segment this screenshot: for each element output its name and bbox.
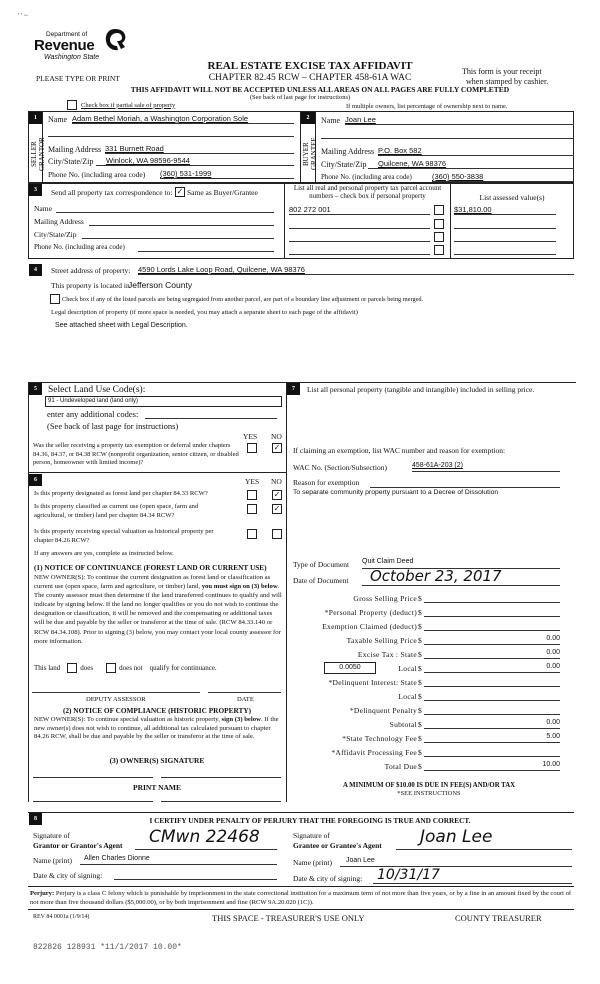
amount-row xyxy=(290,662,562,676)
amount-label: Local xyxy=(398,692,417,701)
corr-phone-label: Phone No. (including area code) xyxy=(34,243,125,251)
owner-signature-line-2[interactable] xyxy=(161,777,281,778)
personal-property-checkbox[interactable] xyxy=(434,219,444,229)
receipt-note-1: This form is your receipt xyxy=(462,67,542,76)
currency-symbol: $ xyxy=(418,720,422,729)
amount-label: Taxable Selling Price xyxy=(346,636,417,645)
grantee-signature-field[interactable]: Joan Lee xyxy=(396,826,572,850)
land-use-see-back: (See back of last page for instructions) xyxy=(47,421,179,431)
logo-line3: Washington State xyxy=(44,54,100,61)
grantee-name-label: Name (print) xyxy=(293,858,332,867)
qualify-label: qualify for continuance. xyxy=(149,664,217,672)
amount-label: Gross Selling Price xyxy=(353,594,417,603)
treasurer-stamp: 822826 128931 *11/1/2017 10.00* xyxy=(33,943,182,952)
subtotal-field[interactable]: 0.00 xyxy=(424,719,560,729)
corr-city-label: City/State/Zip xyxy=(34,230,77,239)
currency-symbol: $ xyxy=(418,608,422,617)
personal-property-checkbox[interactable] xyxy=(434,205,444,215)
partial-sale-checkbox[interactable] xyxy=(67,100,77,110)
assessed-value-field[interactable] xyxy=(454,219,556,229)
personal-property-checkbox[interactable] xyxy=(434,232,444,242)
additional-codes-label: enter any additional codes: xyxy=(47,409,139,419)
buyer-name-label: Name xyxy=(321,116,341,125)
local-rate-field[interactable]: 0.0050 xyxy=(324,662,376,674)
doc-date-label: Date of Document xyxy=(293,576,349,585)
if-yes-instructions: If any answers are yes, complete as instructed below. xyxy=(34,550,174,557)
scan-marks: ' ' ~ xyxy=(18,12,28,20)
this-land-label: This land xyxy=(34,664,61,672)
total-due-field[interactable]: 10.00 xyxy=(424,761,560,771)
divider xyxy=(284,183,285,259)
deputy-assessor-date-line[interactable] xyxy=(208,692,281,693)
print-name-line-2[interactable] xyxy=(161,801,281,802)
amount-row xyxy=(290,690,562,704)
send-correspondence-label: Send all property tax correspondence to: xyxy=(51,188,173,197)
amount-label: Exemption Claimed (deduct) xyxy=(322,622,417,631)
section-7-number: 7 xyxy=(287,383,300,395)
corr-name-field[interactable] xyxy=(56,212,274,213)
does-qualify-checkbox[interactable] xyxy=(67,663,77,673)
amount-row xyxy=(290,634,562,648)
no-header: NO xyxy=(271,432,282,441)
divider xyxy=(286,382,287,802)
receipt-note-2: when stamped by cashier. xyxy=(466,77,549,86)
owner-signature-line-1[interactable] xyxy=(33,777,153,778)
amount-row xyxy=(290,620,562,634)
exemption-claimed-field[interactable] xyxy=(424,621,560,631)
section-2-number: 2 xyxy=(301,112,315,124)
grantor-sig-label-1: Signature of xyxy=(33,831,70,840)
personal-property-label: List all personal property (tangible and intangible) included in selling price. xyxy=(307,385,535,394)
delinquent-penalty-field[interactable] xyxy=(424,705,560,715)
parcel-header: List all real and personal property tax parcel account numbers – check box if personal property xyxy=(293,184,442,200)
dor-swirl-logo-icon xyxy=(104,28,126,52)
divider xyxy=(28,812,574,813)
personal-property-deduct-field[interactable] xyxy=(424,607,560,617)
buyer-name-field[interactable]: Joan Lee xyxy=(345,115,574,125)
grantee-sig-label-1: Signature of xyxy=(293,831,330,840)
page-title: REAL ESTATE EXCISE TAX AFFIDAVIT xyxy=(207,60,413,72)
form-id: REV 84 0001a (1/9/14) xyxy=(33,914,90,920)
currency-symbol: $ xyxy=(418,706,422,715)
see-instructions-note: *SEE INSTRUCTIONS xyxy=(397,790,461,797)
grantor-name-field[interactable]: Allen Charles Dionne xyxy=(80,855,277,865)
currency-symbol: $ xyxy=(418,692,422,701)
amount-row xyxy=(290,606,562,620)
divider xyxy=(28,382,29,802)
divider xyxy=(450,183,451,259)
assessed-value-field[interactable]: $31,810.00 xyxy=(454,205,556,215)
seller-name-field[interactable]: Adam Bethel Moriah, a Washington Corporation Sole xyxy=(72,114,294,124)
parcel-number-field[interactable]: 802 272 001 xyxy=(289,205,430,215)
chapter-subtitle: CHAPTER 82.45 RCW – CHAPTER 458-61A WAC xyxy=(208,73,412,83)
grantor-date-label: Date & city of signing: xyxy=(33,871,103,880)
delinquent-interest-local-field[interactable] xyxy=(424,691,560,701)
land-use-label: Select Land Use Code(s): xyxy=(48,385,146,395)
parcel-number-field[interactable] xyxy=(289,245,430,255)
forest-no-checkbox[interactable]: ✓ xyxy=(273,490,281,499)
notice-of-compliance-body: NEW OWNER(S): To continue special valuation as historic property, sign (3) below. If the new owner(s) does not wish to continue, all additional tax calculated pursuant to chapter 84.26 RCW, shall be due and payable by the seller or transferor at the time of sale. xyxy=(34,716,279,741)
divider xyxy=(28,472,286,473)
amount-row xyxy=(290,718,562,732)
amount-row xyxy=(290,704,562,718)
seller-name-label: Name xyxy=(48,115,68,124)
buyer-name-line2[interactable] xyxy=(321,138,574,139)
owner-signature-title: (3) OWNER(S) SIGNATURE xyxy=(109,756,205,765)
divider xyxy=(28,382,286,383)
segregated-label: Check box if any of the listed parcels are being segregated from another parcel, are part of a boundary line adjustment or parcels being merged. xyxy=(62,295,424,303)
excise-tax-state-field[interactable]: 0.00 xyxy=(424,649,560,659)
minimum-due-note: A MINIMUM OF $10.00 IS DUE IN FEE(S) AND/OR TAX xyxy=(342,782,516,789)
current-use-yes-checkbox[interactable] xyxy=(247,504,257,514)
doc-date-field[interactable]: October 23, 2017 xyxy=(362,566,560,586)
affidavit-processing-fee-field[interactable] xyxy=(424,747,560,757)
section-6-number: 6 xyxy=(29,474,42,486)
deputy-assessor-label: DEPUTY ASSESSOR xyxy=(86,696,146,703)
please-type: PLEASE TYPE OR PRINT xyxy=(36,74,120,83)
located-in-label: This property is located in xyxy=(51,281,130,290)
grantor-signature-field[interactable]: CMwn 22468 xyxy=(135,826,277,850)
grantor-name-label: Name (print) xyxy=(33,856,72,865)
partial-sale-label: Check box if partial sale of property xyxy=(81,101,176,109)
section-4-number: 4 xyxy=(29,264,42,276)
currency-symbol: $ xyxy=(418,594,422,603)
same-as-buyer-checkbox[interactable]: ✓ xyxy=(176,187,184,196)
historical-question: Is this property receiving special valuation as historical property per chapter 84.26 RCW? xyxy=(34,528,214,544)
currency-symbol: $ xyxy=(418,622,422,631)
amount-label: *Delinquent Penalty xyxy=(349,706,417,715)
continuance-qualify-row xyxy=(34,663,217,673)
divider xyxy=(28,886,574,887)
does-label: does xyxy=(80,664,94,672)
corr-mailing-field[interactable] xyxy=(89,225,274,226)
assessed-value-field[interactable] xyxy=(454,245,556,255)
currency-symbol: $ xyxy=(418,636,422,645)
grantor-date-field[interactable] xyxy=(114,870,277,880)
same-as-buyer-label: Same as Buyer/Grantee xyxy=(187,187,258,197)
currency-symbol: $ xyxy=(418,748,422,757)
buyer-city-label: City/State/Zip xyxy=(321,160,367,169)
amount-label: *State Technology Fee xyxy=(342,734,417,743)
certify-statement: I CERTIFY UNDER PENALTY OF PERJURY THAT THE FOREGOING IS TRUE AND CORRECT. xyxy=(149,816,471,825)
delinquent-interest-state-field[interactable] xyxy=(424,677,560,687)
buyer-grantee-label: BUYER GRANTEE xyxy=(302,137,318,171)
legal-description-value[interactable]: See attached sheet with Legal Description. xyxy=(55,322,188,329)
currency-symbol: $ xyxy=(418,734,422,743)
corr-city-field[interactable] xyxy=(82,238,274,239)
parcel-number-field[interactable] xyxy=(289,232,430,242)
does-not-label: does not xyxy=(119,664,143,672)
seller-phone-field[interactable]: (360) 531-1999 xyxy=(160,169,294,179)
personal-property-checkbox[interactable] xyxy=(434,245,444,255)
notice-of-continuance-body: NEW OWNER(S): To continue the current designation as forest land or classification as current use (open space, farm and agriculture, or timber) land, you must sign on (3) below. The county assessor must then determine if the land transferred continues to qualify and will indicate by signing below. If the land no longer qualifies or you do not wish to continue the designation or classification, it will be removed and the compensating or additional taxes will be due and payable by the seller or transferor at the time of sale. (RCW 84.33.140 or RCW 84.34.108). Prior to signing (3) below, you may contact your local county assessor for more information. xyxy=(34,574,282,645)
amount-row xyxy=(290,732,562,746)
parcel-number-field[interactable] xyxy=(289,219,430,229)
street-address-field[interactable]: 4590 Lords Lake Loop Road, Quilcene, WA 98376 xyxy=(138,265,574,275)
see-back-note: (See back of last page for instructions) xyxy=(249,94,351,101)
amount-label: Subtotal xyxy=(389,720,417,729)
amount-label: *Affidavit Processing Fee xyxy=(331,748,417,757)
doc-type-label: Type of Document xyxy=(293,560,350,569)
deputy-assessor-signature-line[interactable] xyxy=(32,692,200,693)
current-use-no-checkbox[interactable]: ✓ xyxy=(273,504,281,513)
current-use-question: Is this property classified as current use (open space, farm and agricultural, or timber) land per chapter 84.34 RCW? xyxy=(34,503,199,519)
amount-label: *Delinquent Interest: State xyxy=(328,678,417,687)
currency-symbol: $ xyxy=(418,650,422,659)
wac-label: WAC No. (Section/Subsection) xyxy=(293,463,387,472)
amount-label: *Personal Property (deduct) xyxy=(324,608,417,617)
legal-description-label: Legal description of property (if more space is needed, you may attach a separate sheet to each page of the affidavit) xyxy=(51,309,358,316)
logo-line2: Revenue xyxy=(34,37,95,54)
amount-label: Local xyxy=(398,664,417,673)
exemption-yes-checkbox[interactable] xyxy=(247,443,257,453)
segregated-checkbox[interactable] xyxy=(50,294,60,304)
buyer-mailing-field[interactable]: P.O. Box 582 xyxy=(378,146,574,156)
personal-property-field[interactable] xyxy=(290,402,572,442)
buyer-city-field[interactable]: Quilcene, WA 98376 xyxy=(368,159,574,169)
seller-mailing-label: Mailing Address xyxy=(48,145,102,154)
same-as-buyer-row[interactable] xyxy=(175,187,258,197)
currency-symbol: $ xyxy=(418,664,422,673)
amount-row xyxy=(290,592,562,606)
multiple-owners-note: If multiple owners, list percentage of ownership next to name. xyxy=(346,103,508,110)
warning-text: THIS AFFIDAVIT WILL NOT BE ACCEPTED UNLESS ALL AREAS ON ALL PAGES ARE FULLY COMPLETED xyxy=(130,85,510,94)
county-treasurer-label: COUNTY TREASURER xyxy=(455,913,542,923)
segregated-row[interactable] xyxy=(50,294,423,304)
additional-codes-field[interactable] xyxy=(145,418,277,419)
grantor-sig-label-2: Grantor or Grantor's Agent xyxy=(33,841,123,850)
historical-no-checkbox[interactable] xyxy=(272,529,282,539)
currency-symbol: $ xyxy=(418,762,422,771)
street-address-label: Street address of property: xyxy=(51,266,131,275)
buyer-mailing-label: Mailing Address xyxy=(321,147,375,156)
buyer-phone-label: Phone No. (including area code) xyxy=(321,173,412,181)
seller-city-field[interactable]: Winlock, WA 98596-9544 xyxy=(96,156,294,166)
section-5-number: 5 xyxy=(29,383,42,395)
amount-row xyxy=(290,648,562,662)
historical-yes-checkbox[interactable] xyxy=(247,529,257,539)
amount-label: Excise Tax : State xyxy=(357,650,417,659)
grantee-name-field[interactable]: Joan Lee xyxy=(340,857,572,867)
land-use-select[interactable]: 91 - Undeveloped land (land only) xyxy=(45,396,282,407)
amounts-table xyxy=(290,592,562,774)
does-not-qualify-checkbox[interactable] xyxy=(106,663,116,673)
corr-mailing-label: Mailing Address xyxy=(34,217,84,226)
assessed-value-field[interactable] xyxy=(454,232,556,242)
corr-name-label: Name xyxy=(34,204,52,213)
date-label: DATE xyxy=(237,696,254,703)
notice-of-continuance-title: (1) NOTICE OF CONTINUANCE (FOREST LAND OR CURRENT USE) xyxy=(34,563,267,572)
amount-row xyxy=(290,760,562,774)
reason-value[interactable]: To separate community property pursuant to a Decree of Dissolution xyxy=(293,489,499,496)
state-technology-fee-field[interactable]: 5.00 xyxy=(424,733,560,743)
amount-label: Total Due xyxy=(384,762,417,771)
section-1-number: 1 xyxy=(29,112,42,124)
corr-phone-field[interactable] xyxy=(138,251,274,252)
buyer-phone-field[interactable]: (360) 550-3838 xyxy=(432,172,574,182)
reason-line[interactable] xyxy=(370,487,560,488)
divider xyxy=(28,909,574,910)
seller-mailing-field[interactable]: 331 Burnett Road xyxy=(105,144,294,154)
taxable-selling-price-field[interactable]: 0.00 xyxy=(424,635,560,645)
amount-row xyxy=(290,746,562,760)
currency-symbol: $ xyxy=(418,678,422,687)
section-8-number: 8 xyxy=(29,813,42,825)
exemption-claim-label: If claiming an exemption, list WAC number and reason for exemption: xyxy=(293,446,506,455)
print-name-label: PRINT NAME xyxy=(133,783,181,792)
perjury-notice: Perjury: Perjury is a class C felony which is punishable by imprisonment in the state correctional institution for a maximum term of not more than five years, or by a fine in an amount fixed by the court of not more than five thousand dollars ($5,000.00), or by both imprisonment and fine (RCW 9A.20.020 (1C)). xyxy=(30,890,572,906)
print-name-line-1[interactable] xyxy=(33,801,153,802)
grantee-date-label: Date & city of signing: xyxy=(293,874,363,883)
seller-name-line2[interactable] xyxy=(48,136,294,137)
exemption-no-checkbox[interactable]: ✓ xyxy=(273,443,281,452)
grantee-sig-label-2: Grantee or Grantee's Agent xyxy=(293,841,382,850)
yes-header: YES xyxy=(245,477,260,486)
forest-land-question: Is this property designated as forest land per chapter 84.33 RCW? xyxy=(34,490,208,497)
gross-selling-price-field[interactable] xyxy=(424,593,560,603)
forest-yes-checkbox[interactable] xyxy=(247,490,257,500)
section-3-number: 3 xyxy=(29,184,42,196)
assessed-header: List assessed value(s) xyxy=(479,193,545,202)
exemption-question: Was the seller receiving a property tax exemption or deferral under chapters 84.36, 84.37, or 84.38 RCW (nonprofit organization, senior citizen, or disabled person, homeowner with limited income)? xyxy=(33,442,239,466)
seller-city-label: City/State/Zip xyxy=(48,157,94,166)
notice-of-compliance-title: (2) NOTICE OF COMPLIANCE (HISTORIC PROPERTY) xyxy=(62,706,252,715)
logo-line1: Department of xyxy=(46,31,88,38)
yes-header: YES xyxy=(243,432,258,441)
reason-label: Reason for exemption xyxy=(293,478,360,487)
no-header: NO xyxy=(271,477,282,486)
county-value[interactable]: Jefferson County xyxy=(128,280,193,290)
treasurer-use-label: THIS SPACE - TREASURER'S USE ONLY xyxy=(212,913,365,923)
grantee-date-field[interactable]: 10/31/17 xyxy=(373,866,572,884)
seller-grantor-label: SELLER GRANTOR xyxy=(30,137,46,171)
doc-type-field[interactable]: Quit Claim Deed xyxy=(362,558,560,569)
seller-phone-label: Phone No. (including area code) xyxy=(48,170,146,179)
partial-sale-checkbox-row[interactable] xyxy=(67,100,175,110)
wac-field[interactable]: 458-61A-203 (2) xyxy=(412,462,560,472)
excise-tax-local-field[interactable]: 0.00 xyxy=(424,663,560,673)
amount-row xyxy=(290,676,562,690)
